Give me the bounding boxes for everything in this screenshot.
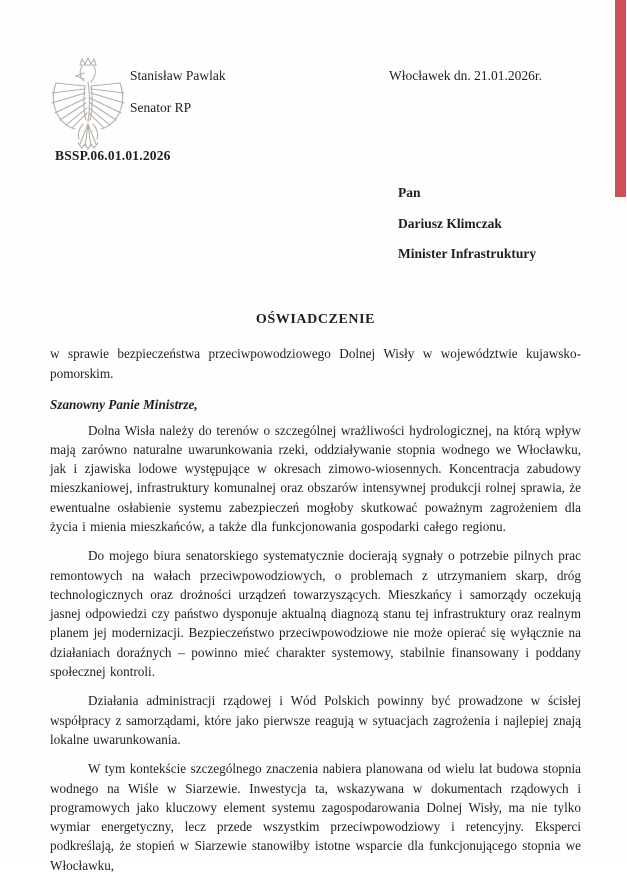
greeting: Szanowny Panie Ministrze, [50, 397, 198, 412]
paragraph-3: Działania administracji rządowej i Wód Polskich powinny być prowadzone w ścisłej współpracy z samorządami, które jako pierwsze reagują w sytuacjach zagrożenia i najlepiej znają lokalne uwarunkowania. [50, 693, 581, 747]
sender-name: Stanisław Pawlak [130, 68, 226, 83]
recipient-title: Minister Infrastruktury [398, 246, 537, 261]
polish-eagle-emblem [48, 56, 128, 156]
sender-title: Senator RP [130, 100, 192, 115]
paragraph-4: W tym kontekście szczególnego znaczenia nabiera planowana od wielu lat budowa stopnia wodnego na Wiśle w Siarzewie. Inwestycja ta, wskazywana w dokumentach rządowych i programowych jako kluczowy element systemu zagospodarowania Dolnej Wisły, ma nie tylko wymiar energetyczny, lecz przede wszystkim przeciwpowodziowy i retencyjny. Eksperci podkreślają, że stopień w Siarzewie stanowiłby istotne wsparcie dla funkcjonującego stopnia we Włocławku, [50, 761, 581, 873]
recipient-salutation: Pan [398, 185, 421, 200]
paragraph-2: Do mojego biura senatorskiego systematycznie docierają sygnały o potrzebie pilnych prac remontowych na wałach przeciwpowodziowych, o problemach z utrzymaniem skarp, dróg technologicznych oraz drożności urządzeń towarzyszących. Mieszkańcy i samorządy oczekują jasnej odpowiedzi czy państwo dysponuje aktualną diagnozą stanu tej infrastruktury oraz realnym planem jej modernizacji. Bezpieczeństwo przeciwpowodziowe nie może opierać się wyłącznie na działaniach doraźnych – powinno mieć charakter systemowy, stabilnie finansowany i poddany społecznej kontroli. [50, 548, 581, 680]
letter-body [50, 312, 581, 885]
recipient-name: Dariusz Klimczak [398, 215, 502, 231]
place-and-date: Włocławek dn. 21.01.2026r. [389, 68, 542, 83]
document-title: OŚWIADCZENIE [255, 312, 376, 327]
red-accent-bar [615, 0, 626, 197]
recipient-block [398, 178, 536, 270]
reference-number: BSSP.06.01.01.2026 [55, 148, 171, 163]
document-subject: w sprawie bezpieczeństwa przeciwpowodziowego Dolnej Wisły w województwie kujawsko-pomorskim. [50, 346, 581, 381]
paragraph-1: Dolna Wisła należy do terenów o szczególnej wrażliwości hydrologicznej, na którą wpływ mają zarówno naturalne uwarunkowania rzeki, oddziaływanie stopnia wodnego we Włocławku, jak i zjawiska lodowe występujące w okresach zimowo-wiosennych. Koncentracja zabudowy mieszkaniowej, infrastruktury komunalnej oraz obszarów intensywnej produkcji rolnej sprawia, że ewentualne osłabienie systemu zabezpieczeń mogłoby skutkować poważnym zagrożeniem dla życia i mienia mieszkańców, a także dla funkcjonowania gospodarki całego regionu. [50, 422, 581, 534]
